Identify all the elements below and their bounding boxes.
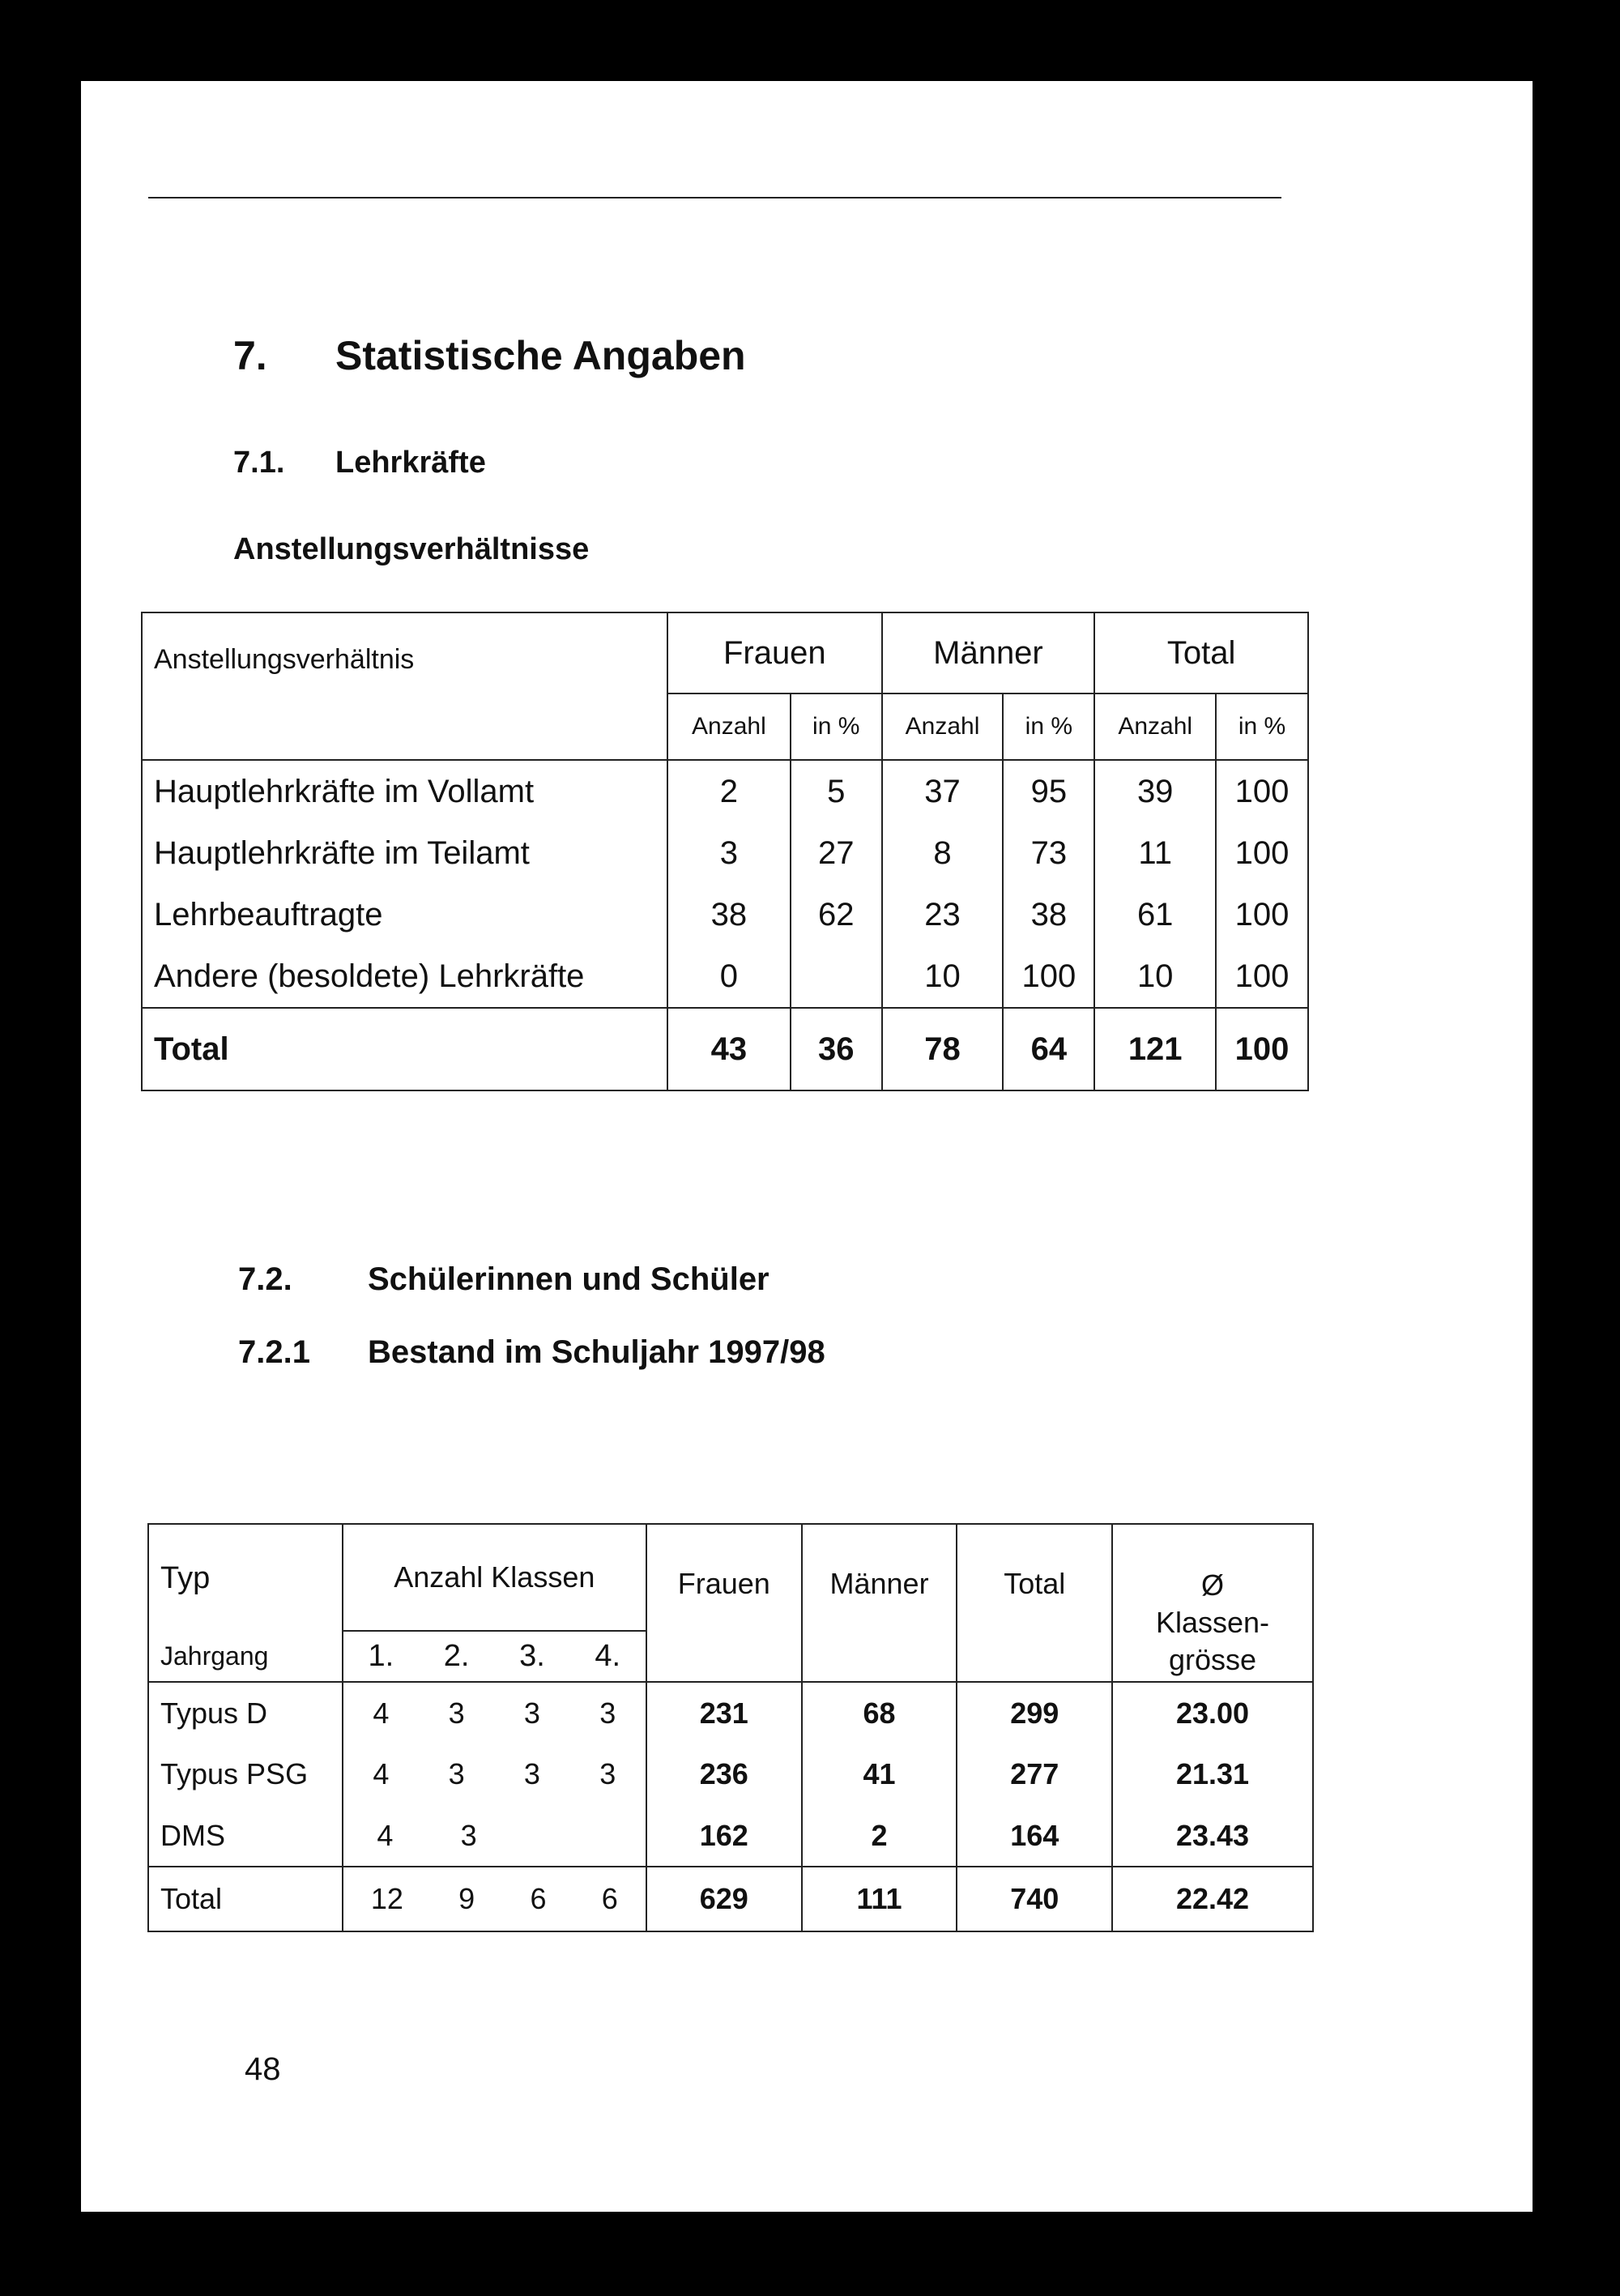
table-row <box>148 1805 1313 1867</box>
cell: 78 <box>882 1008 1004 1090</box>
heading-number: 7. <box>233 333 267 378</box>
row-label: DMS <box>148 1805 343 1867</box>
cell: 38 <box>1003 884 1094 945</box>
cell: 12 <box>370 1882 403 1915</box>
cell: 37 <box>882 760 1004 822</box>
cell: 36 <box>791 1008 882 1090</box>
section-number: 7.1. <box>233 446 285 480</box>
cell: 27 <box>791 822 882 884</box>
row-label: Total <box>148 1867 343 1931</box>
row-label: Andere (besoldete) Lehrkräfte <box>142 945 667 1008</box>
cell: 3 <box>523 1696 540 1730</box>
cell: 43 <box>667 1008 791 1090</box>
subcol-header: Anzahl <box>1094 693 1216 760</box>
cell: 11 <box>1094 822 1216 884</box>
frauen-header: Frauen <box>646 1524 802 1682</box>
total-row <box>148 1867 1313 1931</box>
cell: 277 <box>957 1743 1112 1805</box>
total-header: Total <box>957 1524 1112 1682</box>
avg-class-size-header: Ø Klassen-grösse <box>1112 1524 1313 1682</box>
cell: 62 <box>791 884 882 945</box>
cell: 3 <box>448 1696 465 1730</box>
group-header-frauen: Frauen <box>667 612 882 693</box>
cell: 3 <box>523 1757 540 1790</box>
cell: 299 <box>957 1682 1112 1743</box>
header-label: Anstellungsverhältnis <box>142 612 667 760</box>
cell: 4 <box>373 1696 390 1730</box>
cell: 21.31 <box>1112 1743 1313 1805</box>
students-table <box>147 1523 1314 1932</box>
cell: 8 <box>882 822 1004 884</box>
row-label: Typus PSG <box>148 1743 343 1805</box>
classes-cell <box>343 1867 646 1931</box>
cell: 100 <box>1003 945 1094 1008</box>
cell: 3 <box>599 1696 616 1730</box>
table-row <box>148 1743 1313 1805</box>
cell: 38 <box>667 884 791 945</box>
cell: 3 <box>460 1818 477 1852</box>
subcol-header: Anzahl <box>667 693 791 760</box>
cell: 3 <box>599 1757 616 1790</box>
classes-cell <box>343 1743 646 1805</box>
cell: 68 <box>802 1682 957 1743</box>
type-header-cell <box>148 1524 343 1682</box>
cell: 2 <box>667 760 791 822</box>
cell: 231 <box>646 1682 802 1743</box>
page-title: Statistische Angaben <box>335 333 746 378</box>
cell: 61 <box>1094 884 1216 945</box>
section-title: Lehrkräfte <box>335 446 486 480</box>
section-title: Schülerinnen und Schüler <box>368 1261 770 1297</box>
table-row <box>142 884 1308 945</box>
cell: 23.00 <box>1112 1682 1313 1743</box>
row-label: Lehrbeauftragte <box>142 884 667 945</box>
year-3: 3. <box>519 1638 545 1673</box>
cell: 23 <box>882 884 1004 945</box>
cell: 39 <box>1094 760 1216 822</box>
table-row <box>142 760 1308 822</box>
subcol-header: in % <box>1216 693 1308 760</box>
cell: 3 <box>667 822 791 884</box>
group-header-total: Total <box>1094 612 1308 693</box>
cell: 629 <box>646 1867 802 1931</box>
cell: 740 <box>957 1867 1112 1931</box>
cell: 2 <box>802 1805 957 1867</box>
type-header: Typ <box>160 1560 211 1595</box>
subcol-header: in % <box>791 693 882 760</box>
cell <box>791 945 882 1008</box>
cell: 4 <box>373 1757 390 1790</box>
section-title: Bestand im Schuljahr 1997/98 <box>368 1334 825 1370</box>
cell: 5 <box>791 760 882 822</box>
cell: 100 <box>1216 822 1308 884</box>
jahrgang-header: Jahrgang <box>160 1641 269 1671</box>
cell: 236 <box>646 1743 802 1805</box>
cell: 100 <box>1216 945 1308 1008</box>
cell: 100 <box>1216 884 1308 945</box>
total-row <box>142 1008 1308 1090</box>
subheading: Anstellungsverhältnisse <box>233 532 590 566</box>
cell: 10 <box>882 945 1004 1008</box>
subcol-header: in % <box>1003 693 1094 760</box>
year-1: 1. <box>368 1638 394 1673</box>
cell: 9 <box>458 1882 475 1915</box>
cell: 95 <box>1003 760 1094 822</box>
cell: 6 <box>601 1882 618 1915</box>
year-2: 2. <box>443 1638 470 1673</box>
row-label: Total <box>142 1008 667 1090</box>
cell: 100 <box>1216 1008 1308 1090</box>
table-row <box>148 1682 1313 1743</box>
year-subheader <box>343 1632 646 1680</box>
cell: 111 <box>802 1867 957 1931</box>
cell: 23.43 <box>1112 1805 1313 1867</box>
classes-cell <box>343 1805 646 1867</box>
cell: 3 <box>448 1757 465 1790</box>
employment-table <box>141 612 1309 1091</box>
cell: 0 <box>667 945 791 1008</box>
row-label: Hauptlehrkräfte im Teilamt <box>142 822 667 884</box>
section-number: 7.2.1 <box>238 1334 310 1370</box>
cell: 10 <box>1094 945 1216 1008</box>
cell: 64 <box>1003 1008 1094 1090</box>
cell: 73 <box>1003 822 1094 884</box>
row-label: Typus D <box>148 1682 343 1743</box>
cell: 164 <box>957 1805 1112 1867</box>
group-header-maenner: Männer <box>882 612 1095 693</box>
cell: 4 <box>377 1818 394 1852</box>
section-number: 7.2. <box>238 1261 292 1297</box>
cell: 121 <box>1094 1008 1216 1090</box>
page-number: 48 <box>245 2051 281 2087</box>
cell: 100 <box>1216 760 1308 822</box>
classes-header-cell <box>343 1524 646 1682</box>
cell: 6 <box>530 1882 547 1915</box>
year-4: 4. <box>595 1638 621 1673</box>
classes-cell <box>343 1682 646 1743</box>
cell: 41 <box>802 1743 957 1805</box>
table-row <box>142 822 1308 884</box>
subcol-header: Anzahl <box>882 693 1004 760</box>
maenner-header: Männer <box>802 1524 957 1682</box>
row-label: Hauptlehrkräfte im Vollamt <box>142 760 667 822</box>
table-row <box>142 945 1308 1008</box>
cell: 22.42 <box>1112 1867 1313 1931</box>
header-rule <box>148 197 1281 198</box>
classes-header: Anzahl Klassen <box>343 1525 646 1632</box>
cell: 162 <box>646 1805 802 1867</box>
